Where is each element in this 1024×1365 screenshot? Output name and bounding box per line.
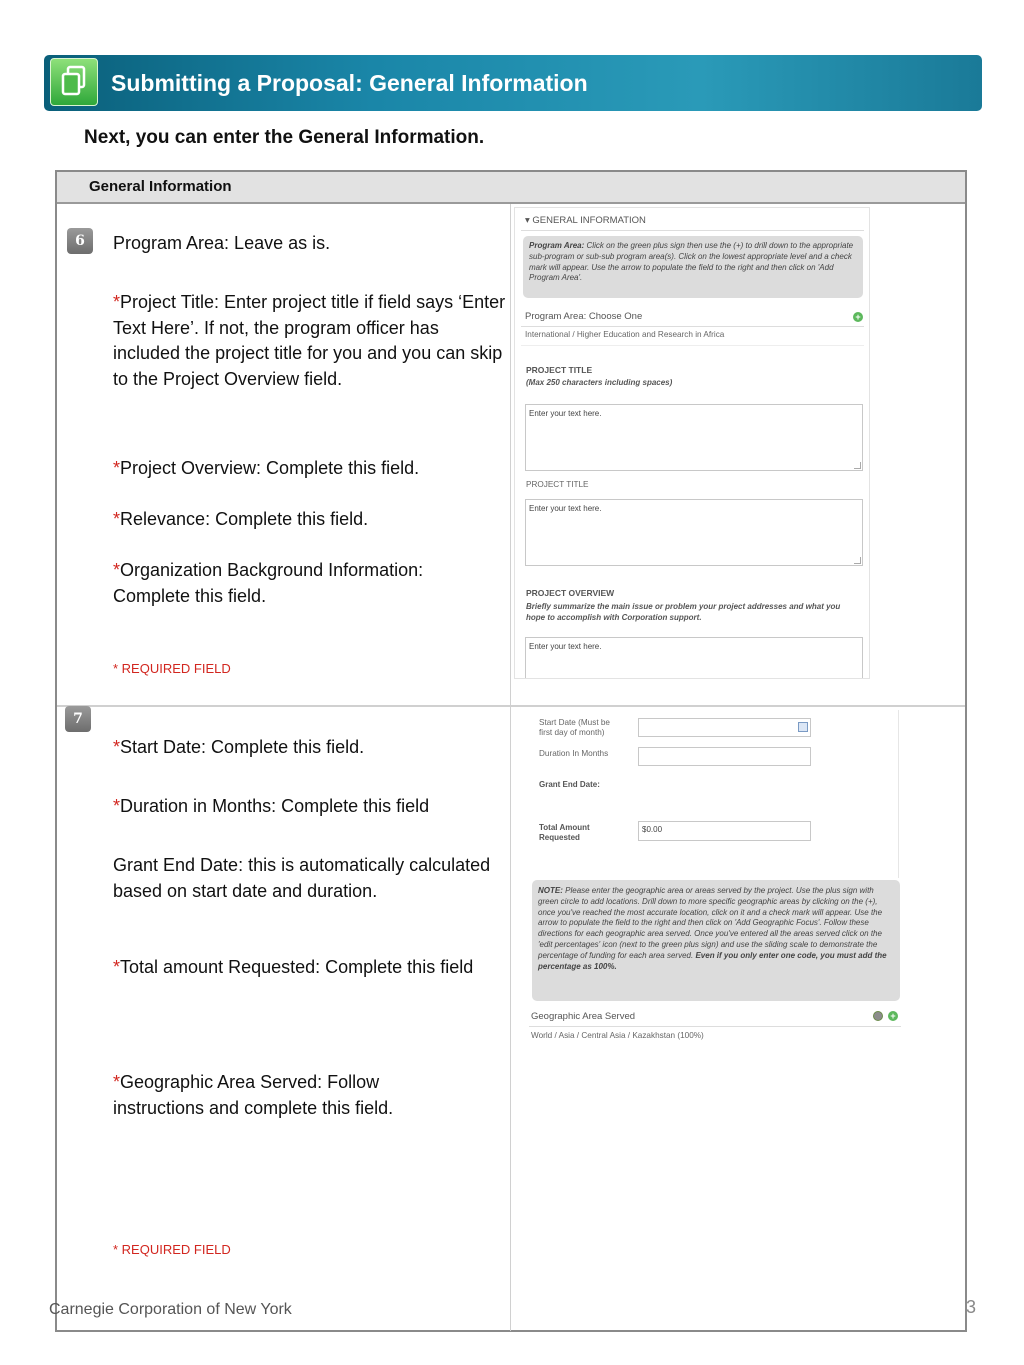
dates-amount-form-screenshot — [514, 710, 904, 1050]
project-title-textarea[interactable]: Enter your text here. — [525, 404, 863, 471]
document-copy-icon — [50, 58, 98, 106]
step-7-badge: 7 — [65, 706, 91, 732]
start-date-label: Start Date (Must be first day of month) — [539, 718, 610, 737]
start-date-input[interactable] — [638, 718, 811, 737]
instruction-start-date: *Start Date: Complete this field. — [113, 737, 365, 757]
geographic-area-value: World / Asia / Central Asia / Kazakhstan (100%) — [531, 1031, 704, 1040]
form-section-header: ▾ GENERAL INFORMATION — [525, 215, 646, 226]
total-amount-input[interactable]: $0.00 — [638, 821, 811, 841]
instruction-project-overview: *Project Overview: Complete this field. — [113, 458, 420, 478]
divider — [521, 345, 864, 346]
divider — [529, 1026, 901, 1027]
project-overview-hint: Briefly summarize the main issue or problem your project addresses and what you hope to accomplish with Corporation support. — [526, 602, 841, 622]
instruction-grant-end-date: Grant End Date: this is automatically calculated based on start date and duration. — [113, 855, 491, 901]
project-overview-textarea[interactable]: Enter your text here. — [525, 637, 863, 679]
program-area-note: Program Area: Click on the green plus sign then use the (+) to drill down to the appropriate sub-program or sub-sub program area(s). Click on the lowest appropriate level and a check mark will appear. Use the arrow to populate the field to the right and then click on 'Add Program Area'. — [523, 236, 863, 298]
program-area-value: International / Higher Education and Research in Africa — [525, 330, 725, 339]
general-info-form-screenshot — [514, 207, 870, 679]
required-field-note: * REQUIRED FIELD — [113, 1242, 231, 1257]
divider — [521, 230, 864, 231]
intro-text: Next, you can enter the General Information. — [84, 127, 485, 148]
page-number: 3 — [966, 1297, 977, 1317]
instruction-total-amount: *Total amount Requested: Complete this field — [113, 957, 474, 977]
page-title: Submitting a Proposal: General Information — [111, 70, 588, 96]
duration-input[interactable] — [638, 747, 811, 766]
step-6-badge: 6 — [67, 228, 93, 254]
project-title-label: PROJECT TITLE — [526, 365, 593, 375]
instruction-project-title: *Project Title: Enter project title if field says ‘Enter Text Here’. If not, the program officer has included the project title for you and you can skip to the Project Overview field. — [113, 292, 506, 389]
grant-end-date-label: Grant End Date: — [539, 780, 600, 789]
add-plus-icon[interactable]: + — [888, 1011, 898, 1021]
instruction-org-background: *Organization Background Information: Complete this field. — [113, 560, 424, 606]
table-heading: General Information — [89, 178, 232, 195]
divider — [898, 710, 899, 878]
footer-organization: Carnegie Corporation of New York — [49, 1301, 292, 1318]
project-title-textarea-2[interactable]: Enter your text here. — [525, 499, 863, 566]
row-divider — [57, 705, 965, 707]
program-area-label: Program Area: Choose One — [525, 311, 643, 322]
column-divider — [510, 204, 511, 1331]
instruction-duration: *Duration in Months: Complete this field — [113, 796, 430, 816]
instruction-program-area: Program Area: Leave as is. — [113, 233, 331, 253]
total-amount-label: Total Amount Requested — [539, 823, 590, 842]
geographic-note: NOTE: Please enter the geographic area or areas served by the project. Use the plus sign with green circle to add locations. Drill down to more specific geographic areas by clicking on the (+), once you've reached the most accurate location, click on it and a check mark will appear. Use the arrow to populate the field to the right and then click on 'Add Geographic Focus'. Follow these directions for each geographic area served. Once you've entered all the areas served click on the 'edit percentages' icon (next to the green plus sign) and use the sliding scale to demonstrate the percentage of funding for each area served. Even if you only enter one code, you must add the percentage as 100%. — [532, 880, 900, 1001]
required-field-note: * REQUIRED FIELD — [113, 661, 231, 676]
duration-label: Duration In Months — [539, 749, 609, 758]
divider — [521, 326, 864, 327]
project-title-label-2: PROJECT TITLE — [526, 480, 589, 489]
project-overview-label: PROJECT OVERVIEW — [526, 588, 615, 598]
instruction-geographic-area: *Geographic Area Served: Follow instructions and complete this field. — [113, 1072, 394, 1118]
geographic-area-label: Geographic Area Served — [531, 1011, 636, 1022]
add-plus-icon[interactable]: + — [853, 312, 863, 322]
edit-percentages-icon[interactable] — [873, 1011, 883, 1021]
table-header — [57, 172, 965, 204]
project-title-hint: (Max 250 characters including spaces) — [526, 378, 673, 387]
instruction-relevance: *Relevance: Complete this field. — [113, 509, 369, 529]
calendar-icon[interactable] — [798, 722, 808, 732]
